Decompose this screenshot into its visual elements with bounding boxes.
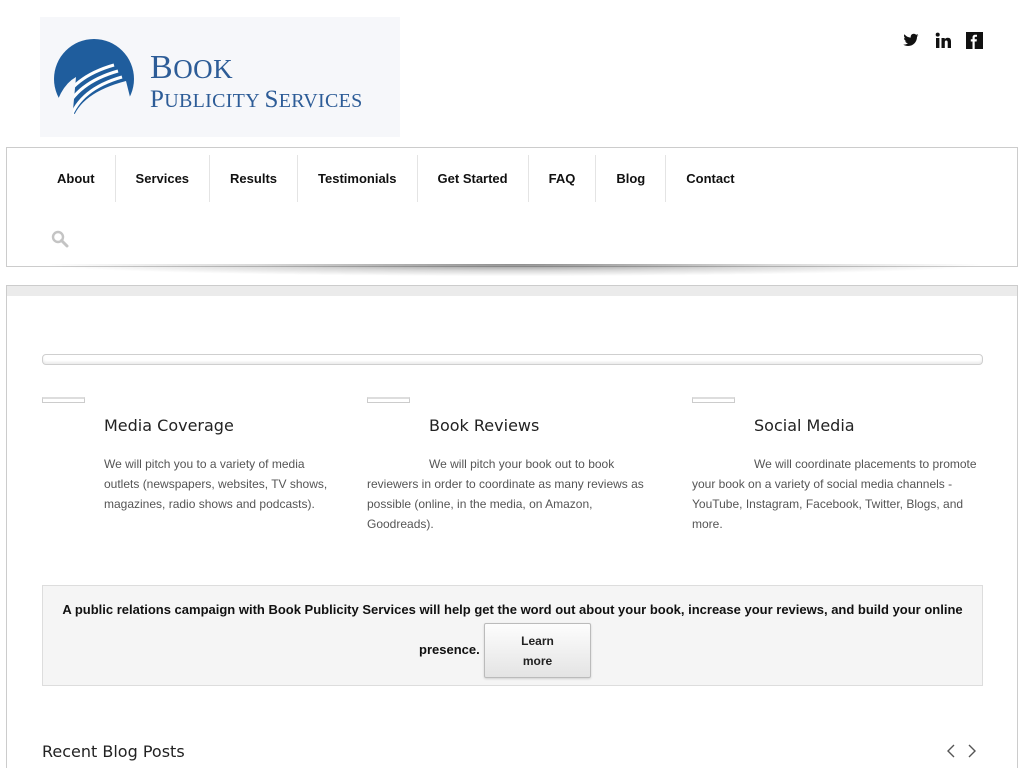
learn-more-label-2: more	[522, 653, 553, 668]
main-navigation	[6, 147, 1018, 267]
cta-text-continued: presence.	[419, 642, 480, 657]
feature-marker	[367, 397, 410, 403]
logo-word-book: BOOK	[150, 49, 234, 86]
call-to-action-box	[42, 585, 983, 686]
divider-bar	[42, 354, 983, 365]
feature-marker	[692, 397, 735, 403]
feature-title: Book Reviews	[429, 416, 540, 435]
nav-item-services[interactable]: Services	[116, 155, 211, 202]
nav-item-contact[interactable]: Contact	[686, 171, 735, 186]
linkedin-icon[interactable]	[934, 31, 952, 49]
feature-marker	[42, 397, 85, 403]
content-top-strip	[7, 286, 1017, 296]
site-logo[interactable]	[40, 17, 400, 137]
feature-text: We will pitch your book out to book reviewers in order to coordinate as many reviews as possible (online, in the media, on Amazon, Goodreads).	[367, 457, 644, 531]
nav-item-faq[interactable]: FAQ	[529, 155, 597, 202]
learn-more-button[interactable]	[484, 623, 591, 678]
chevron-right-icon[interactable]	[965, 743, 979, 759]
nav-item-about[interactable]: About	[37, 155, 116, 202]
book-logo-icon	[52, 37, 136, 121]
logo-word-publicity-services: PUBLICITY SERVICES	[150, 86, 363, 113]
feature-text: We will pitch you to a variety of media outlets (newspapers, websites, TV shows, magazines, radio shows and podcasts).	[104, 457, 328, 511]
nav-item-get-started[interactable]: Get Started	[418, 155, 529, 202]
cta-text: A public relations campaign with Book Publicity Services will help get the word out about your book, increase your reviews, and build your online	[62, 602, 963, 617]
recent-blog-posts-title: Recent Blog Posts	[42, 742, 185, 761]
nav-item-testimonials[interactable]: Testimonials	[298, 155, 418, 202]
feature-title: Social Media	[754, 416, 855, 435]
facebook-icon[interactable]	[965, 31, 983, 49]
feature-text: We will coordinate placements to promote your book on a variety of social media channels - YouTube, Instagram, Facebook, Twitter, Blogs, and more.	[692, 457, 977, 531]
learn-more-label-1: Learn	[521, 633, 554, 648]
main-content	[6, 285, 1018, 768]
twitter-icon[interactable]	[902, 31, 920, 49]
feature-title: Media Coverage	[104, 416, 234, 435]
nav-item-results[interactable]: Results	[210, 155, 298, 202]
chevron-left-icon[interactable]	[944, 743, 958, 759]
nav-shadow-divider	[50, 264, 980, 276]
nav-item-blog[interactable]: Blog	[596, 155, 666, 202]
search-icon[interactable]	[51, 230, 69, 248]
